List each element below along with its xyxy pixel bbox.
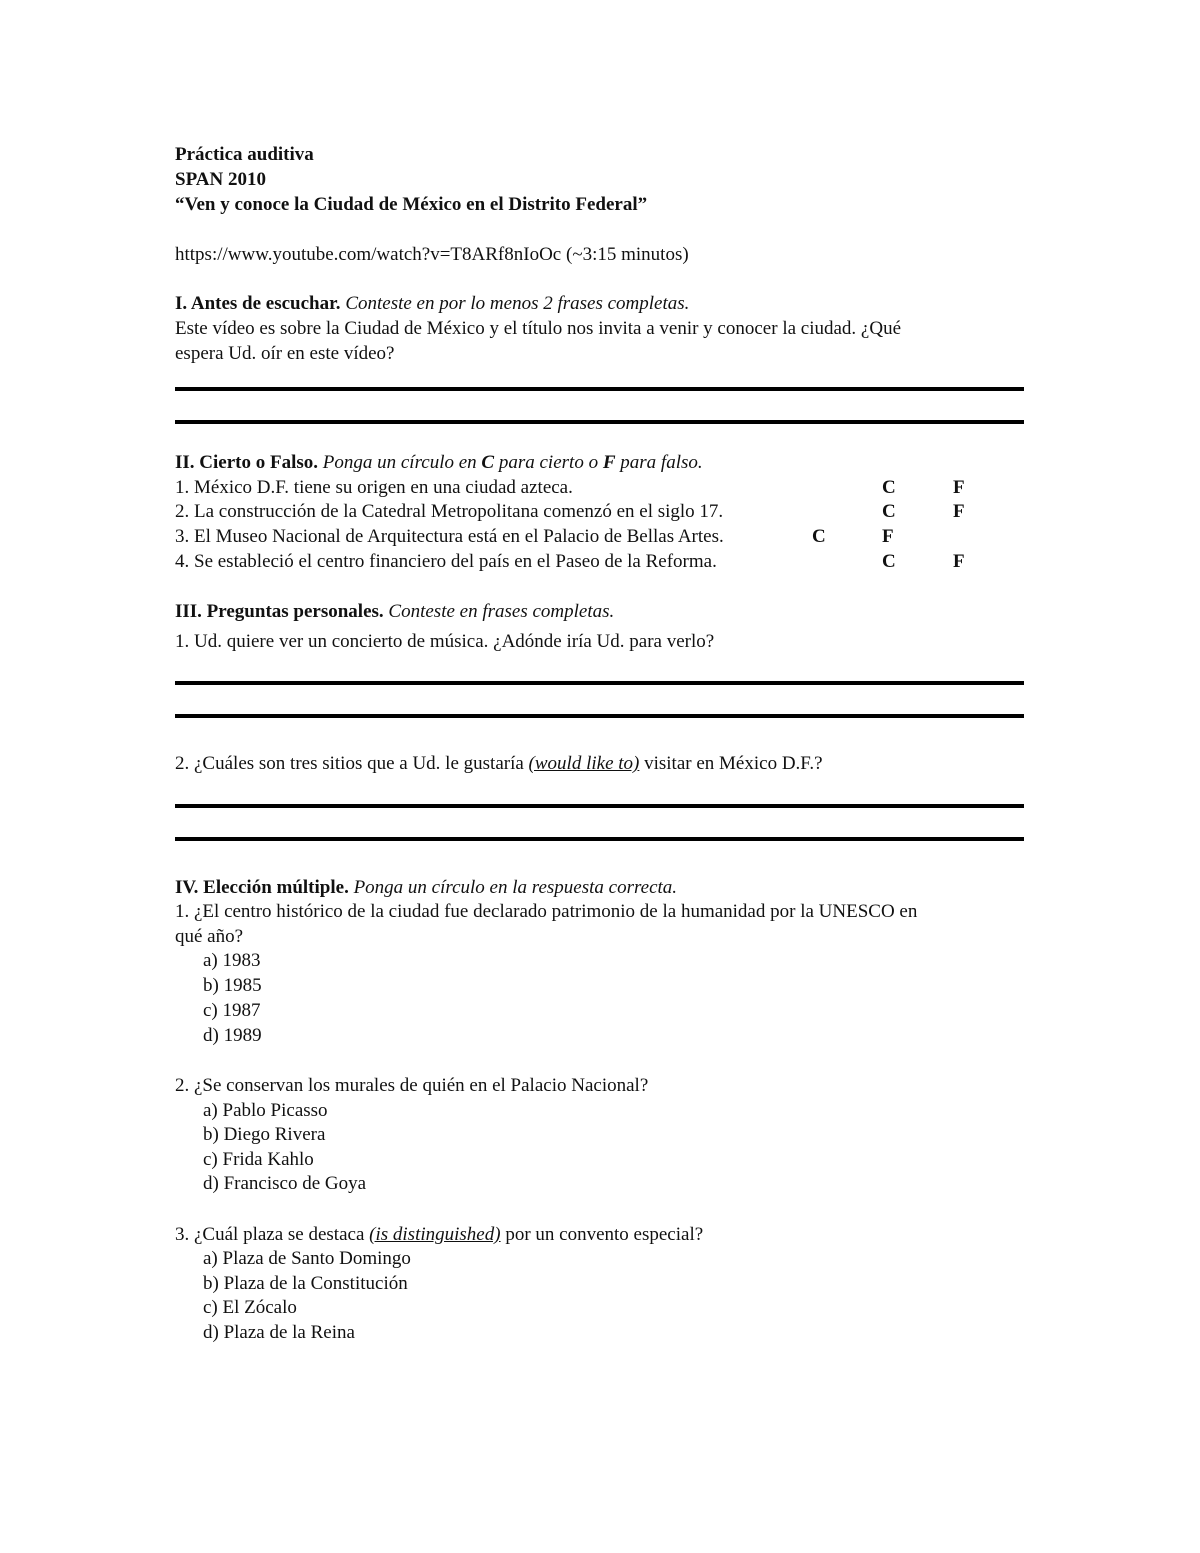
true-false-item: 4. Se estableció el centro financiero del país en el Paseo de la Reforma. [175,551,717,572]
section-2-header [175,451,703,475]
section-4-instruction: Ponga un círculo en la respuesta correcta. [353,877,678,898]
true-option[interactable]: C [882,551,896,572]
mc-question-2: 2. ¿Se conservan los murales de quién en el Palacio Nacional? [175,1075,649,1096]
course-code: SPAN 2010 [175,169,266,190]
section-4-header [175,876,677,900]
section-1-heading: I. Antes de escuchar. [175,293,341,314]
mc-option[interactable]: b) Diego Rivera [203,1124,326,1145]
false-option[interactable]: F [882,526,894,547]
answer-line [175,804,1024,808]
true-false-item: 1. México D.F. tiene su origen en una ciudad azteca. [175,477,573,498]
personal-question-1: 1. Ud. quiere ver un concierto de música. ¿Adónde iría Ud. para verlo? [175,631,715,652]
false-option[interactable]: F [953,551,965,572]
section-3-heading: III. Preguntas personales. [175,601,384,622]
mc-question-3: 3. ¿Cuál plaza se destaca (is distinguished) por un convento especial? [175,1224,704,1245]
mc-option[interactable]: b) 1985 [203,975,262,996]
answer-line [175,837,1024,841]
section-1-prompt-line-1: Este vídeo es sobre la Ciudad de México y el título nos invita a venir y conocer la ciudad. ¿Qué [175,318,902,339]
mc-option[interactable]: c) Frida Kahlo [203,1149,314,1170]
answer-line [175,420,1024,424]
section-1-header [175,292,689,316]
mc-option[interactable]: b) Plaza de la Constitución [203,1273,408,1294]
worksheet-title: Práctica auditiva [175,144,314,165]
mc-option[interactable]: a) Plaza de Santo Domingo [203,1248,411,1269]
mc-option[interactable]: c) El Zócalo [203,1297,297,1318]
true-option[interactable]: C [882,501,896,522]
section-1-instruction: Conteste en por lo menos 2 frases completas. [345,293,690,314]
true-false-item: 3. El Museo Nacional de Arquitectura está en el Palacio de Bellas Artes. [175,526,724,547]
section-1-prompt-line-2: espera Ud. oír en este vídeo? [175,343,395,364]
section-2-heading: II. Cierto o Falso. [175,452,319,473]
false-option[interactable]: F [953,477,965,498]
mc-option[interactable]: d) 1989 [203,1025,262,1046]
answer-line [175,387,1024,391]
mc-option[interactable]: c) 1987 [203,1000,261,1021]
mc-option[interactable]: d) Francisco de Goya [203,1173,367,1194]
video-url: https://www.youtube.com/watch?v=T8ARf8nIoOc (~3:15 minutos) [175,244,689,265]
section-3-instruction: Conteste en frases completas. [388,601,615,622]
section-2-instruction: Ponga un círculo en C para cierto o F para falso. [322,452,703,473]
mc-option[interactable]: a) 1983 [203,950,261,971]
answer-line [175,714,1024,718]
mc-question-1-line-1: 1. ¿El centro histórico de la ciudad fue declarado patrimonio de la humanidad por la UNESCO en [175,901,918,922]
section-4-heading: IV. Elección múltiple. [175,877,349,898]
mc-option[interactable]: d) Plaza de la Reina [203,1322,355,1343]
video-title: “Ven y conoce la Ciudad de México en el Distrito Federal” [175,194,648,215]
true-option[interactable]: C [882,477,896,498]
true-false-item: 2. La construcción de la Catedral Metropolitana comenzó en el siglo 17. [175,501,724,522]
false-option[interactable]: F [953,501,965,522]
answer-line [175,681,1024,685]
section-3-header [175,600,614,624]
mc-option[interactable]: a) Pablo Picasso [203,1100,328,1121]
true-option[interactable]: C [812,526,826,547]
personal-question-2: 2. ¿Cuáles son tres sitios que a Ud. le gustaría (would like to) visitar en México D.F.? [175,753,823,774]
mc-question-1-line-2: qué año? [175,926,244,947]
